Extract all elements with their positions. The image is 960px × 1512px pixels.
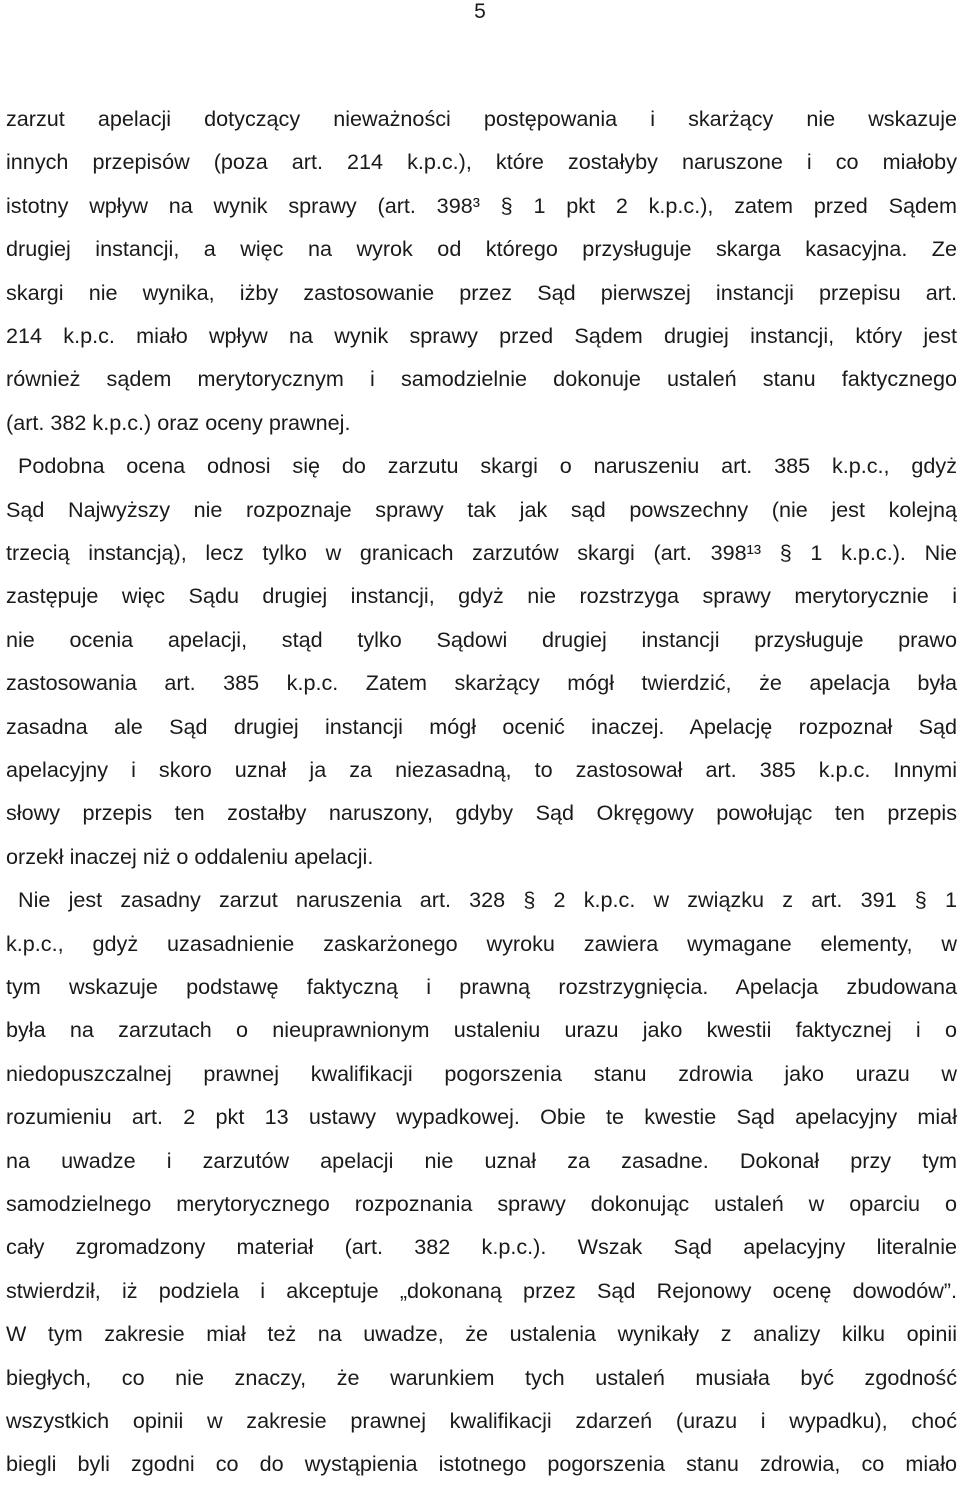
text-line: biegli byli zgodni co do wystąpienia istotnego pogorszenia stanu zdrowia, co miało bbox=[6, 1451, 957, 1477]
text-line: innych przepisów (poza art. 214 k.p.c.), które zostałyby naruszone i co miałoby bbox=[6, 149, 957, 175]
text-line: istotny wpływ na wynik sprawy (art. 398³ § 1 pkt 2 k.p.c.), zatem przed Sądem bbox=[6, 192, 957, 218]
text-line: cały zgromadzony materiał (art. 382 k.p.c.). Wszak Sąd apelacyjny literalnie bbox=[6, 1234, 957, 1260]
page-number: 5 bbox=[474, 0, 486, 23]
text-line: (art. 382 k.p.c.) oraz oceny prawnej. bbox=[6, 409, 351, 435]
text-line: stwierdził, iż podziela i akceptuje „dokonaną przez Sąd Rejonowy ocenę dowodów”. bbox=[6, 1277, 957, 1303]
text-line: orzekł inaczej niż o oddaleniu apelacji. bbox=[6, 843, 374, 869]
text-line: k.p.c., gdyż uzasadnienie zaskarżonego wyroku zawiera wymagane elementy, w bbox=[6, 930, 957, 956]
text-line: nie ocenia apelacji, stąd tylko Sądowi drugiej instancji przysługuje prawo bbox=[6, 626, 957, 652]
text-line: samodzielnego merytorycznego rozpoznania sprawy dokonując ustaleń w oparciu o bbox=[6, 1191, 957, 1216]
text-line: trzecią instancją), lecz tylko w granicach zarzutów skargi (art. 398¹³ § 1 k.p.c.). Nie bbox=[6, 540, 957, 565]
text-line: 214 k.p.c. miało wpływ na wynik sprawy przed Sądem drugiej instancji, który jest bbox=[6, 323, 957, 348]
text-line: rozumieniu art. 2 pkt 13 ustawy wypadkowej. Obie te kwestie Sąd apelacyjny miał bbox=[6, 1104, 957, 1130]
text-line: biegłych, co nie znaczy, że warunkiem tych ustaleń musiała być zgodność bbox=[6, 1364, 957, 1390]
text-line: skargi nie wynika, iżby zastosowanie przez Sąd pierwszej instancji przepisu art. bbox=[6, 279, 957, 305]
text-line: apelacyjny i skoro uznał ja za niezasadną, to zastosował art. 385 k.p.c. Innymi bbox=[6, 757, 957, 782]
text-line: była na zarzutach o nieuprawnionym ustaleniu urazu jako kwestii faktycznej i o bbox=[6, 1017, 957, 1043]
text-line: zasadna ale Sąd drugiej instancji mógł ocenić inaczej. Apelację rozpoznał Sąd bbox=[6, 713, 957, 739]
text-line: Sąd Najwyższy nie rozpoznaje sprawy tak jak sąd powszechny (nie jest kolejną bbox=[6, 496, 957, 522]
text-line: na uwadze i zarzutów apelacji nie uznał za zasadne. Dokonał przy tym bbox=[6, 1147, 957, 1173]
text-line: wszystkich opinii w zakresie prawnej kwalifikacji zdarzeń (urazu i wypadku), choć bbox=[6, 1408, 957, 1433]
text-line: drugiej instancji, a więc na wyrok od którego przysługuje skarga kasacyjna. Ze bbox=[6, 236, 957, 262]
text-line: W tym zakresie miał też na uwadze, że ustalenia wynikały z analizy kilku opinii bbox=[6, 1321, 957, 1347]
text-line: Nie jest zasadny zarzut naruszenia art. 328 § 2 k.p.c. w związku z art. 391 § 1 bbox=[18, 887, 957, 913]
text-line: zastępuje więc Sądu drugiej instancji, gdyż nie rozstrzyga sprawy merytorycznie i bbox=[6, 583, 957, 609]
text-line: niedopuszczalnej prawnej kwalifikacji pogorszenia stanu zdrowia jako urazu w bbox=[6, 1060, 957, 1086]
text-line: Podobna ocena odnosi się do zarzutu skargi o naruszeniu art. 385 k.p.c., gdyż bbox=[18, 453, 957, 479]
text-line: również sądem merytorycznym i samodzielnie dokonuje ustaleń stanu faktycznego bbox=[6, 366, 957, 392]
text-line: zarzut apelacji dotyczący nieważności postępowania i skarżący nie wskazuje bbox=[6, 106, 957, 131]
text-line: zastosowania art. 385 k.p.c. Zatem skarżący mógł twierdzić, że apelacja była bbox=[6, 670, 957, 696]
text-line: tym wskazuje podstawę faktyczną i prawną rozstrzygnięcia. Apelacja zbudowana bbox=[6, 974, 957, 999]
text-line: słowy przepis ten zostałby naruszony, gdyby Sąd Okręgowy powołując ten przepis bbox=[6, 800, 957, 826]
